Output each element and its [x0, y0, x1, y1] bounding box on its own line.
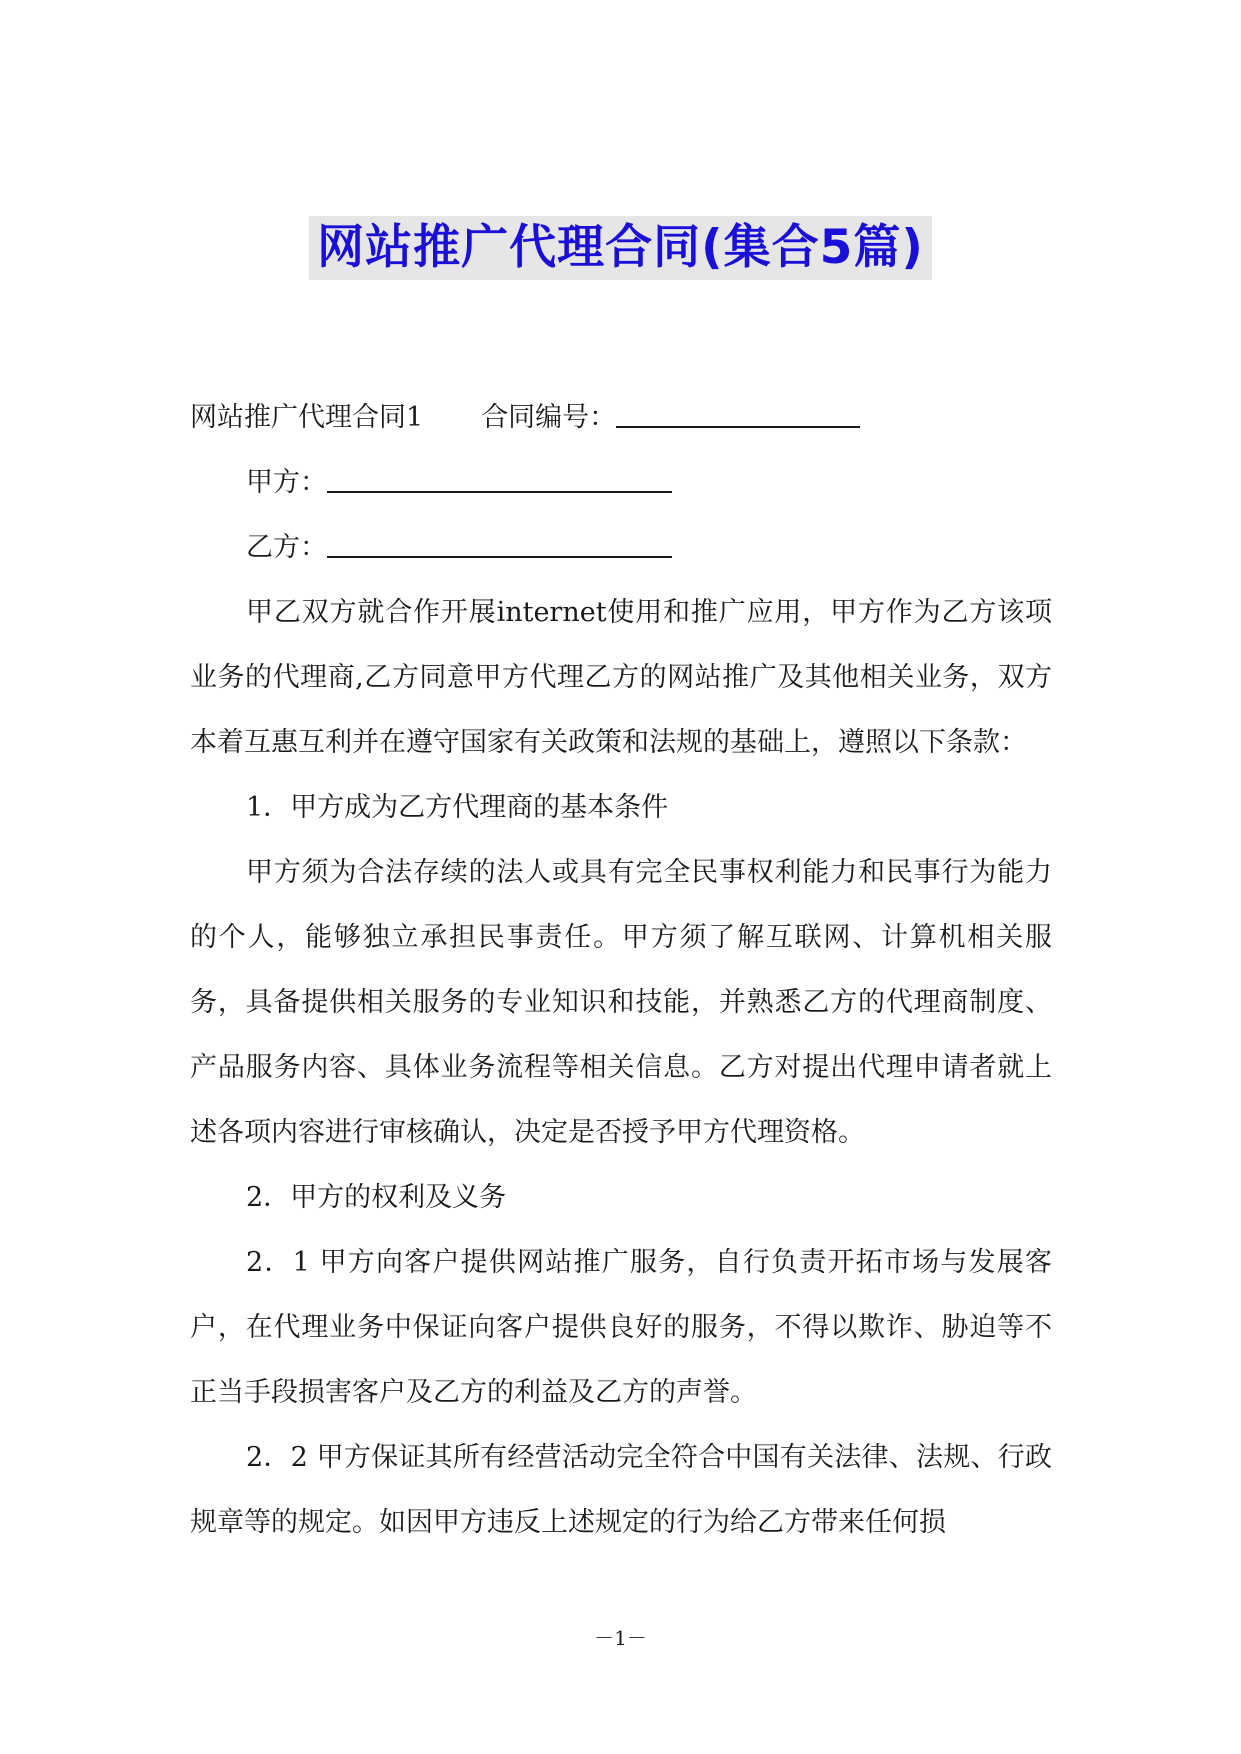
party-b-label: 乙方：	[246, 532, 327, 563]
contract-no-label: 合同编号：	[481, 402, 617, 433]
party-b-blank[interactable]	[327, 530, 672, 558]
section-1-paragraph: 甲方须为合法存续的法人或具有完全民事权利能力和民事行为能力的个人，能够独立承担民事责任。甲方须了解互联网、计算机相关服务，具备提供相关服务的专业知识和技能，并熟悉乙方的代理商制度、产品服务内容、具体业务流程等相关信息。乙方对提出代理申请者就上述各项内容进行审核确认，决定是否授予甲方代理资格。	[190, 857, 1052, 1148]
contract-name: 网站推广代理合同1	[190, 402, 424, 433]
document-title: 网站推广代理合同(集合5篇)	[309, 216, 932, 280]
clause-2-2-paragraph: 2．2 甲方保证其所有经营活动完全符合中国有关法律、法规、行政规章等的规定。如因甲方违反上述规定的行为给乙方带来任何损	[190, 1442, 1052, 1538]
party-a-blank[interactable]	[327, 465, 672, 493]
document-body	[190, 385, 1052, 1555]
contract-no-blank[interactable]	[616, 400, 860, 428]
clause-2-1-paragraph: 2．1 甲方向客户提供网站推广服务，自行负责开拓市场与发展客户，在代理业务中保证向客户提供良好的服务，不得以欺诈、胁迫等不正当手段损害客户及乙方的利益及乙方的声誉。	[190, 1247, 1052, 1408]
intro-paragraph: 甲乙双方就合作开展internet使用和推广应用，甲方作为乙方该项业务的代理商,乙方同意甲方代理乙方的网站推广及其他相关业务，双方本着互惠互利并在遵守国家有关政策和法规的基础上，遵照以下条款：	[190, 597, 1052, 758]
section-2-heading: 2．甲方的权利及义务	[246, 1182, 507, 1213]
page-number: －1－	[594, 1626, 647, 1650]
contract-header-line	[190, 385, 1052, 450]
title-container	[0, 216, 1241, 280]
party-b-line	[190, 515, 1052, 580]
party-a-label: 甲方：	[246, 467, 327, 498]
party-a-line	[190, 450, 1052, 515]
section-1-heading: 1．甲方成为乙方代理商的基本条件	[246, 792, 669, 823]
